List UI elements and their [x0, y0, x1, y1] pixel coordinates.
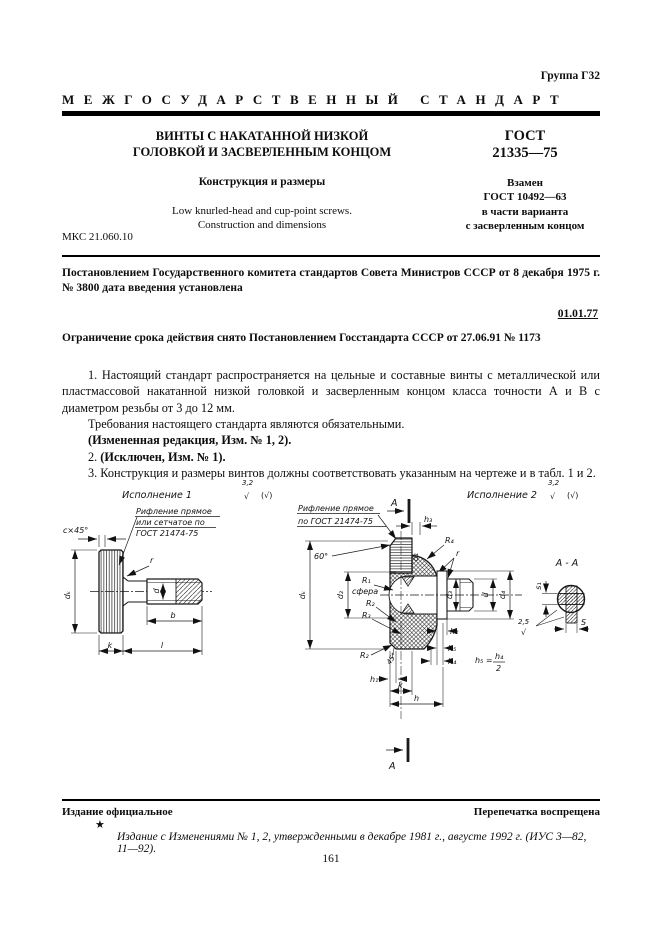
page-number: 161 — [322, 853, 340, 865]
footer-rule — [62, 799, 600, 801]
section-view-label: A - A — [555, 558, 579, 569]
formula-lhs: h₅ = — [475, 656, 493, 665]
standard-type-heading: МЕЖГОСУДАРСТВЕННЫЙ СТАНДАРТ — [62, 92, 569, 107]
roughness-check-icon-2: √ — [550, 492, 556, 501]
paragraph-3: (Измененная редакция, Изм. № 1, 2). — [88, 433, 292, 448]
replaces-line3: с засверленным концом — [465, 220, 585, 233]
dim-h3-label: h₃ — [424, 515, 433, 524]
replaces-block — [450, 176, 600, 234]
section-mark-a-bottom: A — [389, 761, 396, 772]
thread-section-hatch — [176, 579, 202, 604]
dim-r4-label: R₄ — [445, 536, 454, 545]
execution-2-title: Исполнение 2 — [467, 490, 537, 501]
formula-numerator: h₄ — [495, 652, 504, 661]
dim-d-label-2: d — [481, 592, 490, 598]
paragraph-2: Требования настоящего стандарта являются обязательными. — [88, 417, 405, 432]
official-edition-label: Издание официальное — [62, 806, 173, 818]
title-block — [102, 128, 422, 233]
roughness-value-2: 3,2 — [548, 479, 560, 487]
edition-note: Издание с Изменениями № 1, 2, утвержденными в декабре 1981 г., августе 1992 г. (ИУС 3—82, 11—92). — [117, 831, 587, 855]
dim-r2-label: R₂ — [366, 599, 375, 608]
paragraph-4-bold: (Исключен, Изм. № 1). — [100, 449, 226, 464]
dim-r-label-1: r — [150, 556, 154, 565]
dim-b-label: b — [170, 611, 176, 620]
paragraph-4-prefix: 2. — [88, 449, 101, 464]
section-cross-horizontal — [558, 594, 584, 605]
roughness-value-1: 3,2 — [242, 479, 254, 487]
dim-s-label: S — [581, 618, 587, 627]
gost-label: ГОСТ — [504, 128, 546, 144]
knurl-note2-line1: Рифление прямое — [298, 504, 374, 513]
mks-code: МКС 21.060.10 — [62, 231, 133, 243]
dim-45-label: 45° — [385, 651, 399, 667]
group-label: Группа Г32 — [540, 70, 600, 82]
dim-r3-label: R₃ — [362, 611, 371, 620]
dim-d-label-1: d — [152, 588, 161, 594]
star-icon: ★ — [95, 819, 105, 831]
knurl-note2-line2: по ГОСТ 21474-75 — [298, 517, 373, 526]
paragraph-1: 1. Настоящий стандарт распространяется на цельные и составные винты с металлической или пластмассовой накатанной низкой головкой и засверленным концом класса точности А и В с диаметром резьбы от 3 до 12 мм. — [62, 368, 600, 415]
gost-block — [450, 128, 600, 234]
dim-r1-label: R₁ — [362, 576, 371, 585]
roughness-25-check-icon: √ — [521, 628, 527, 637]
dim-r-label-2: r — [456, 549, 460, 558]
formula-denominator: 2 — [496, 664, 502, 673]
dim-h5-label: h₅ — [448, 644, 457, 653]
dim-d2-label: d₂ — [336, 590, 345, 600]
dim-h1-label: h₁ — [370, 675, 379, 684]
technical-drawings — [62, 473, 600, 795]
dim-l-label: l — [160, 641, 164, 650]
execution-1-title: Исполнение 1 — [122, 490, 192, 501]
divider-rule — [62, 255, 600, 257]
section-mark-a-top: A — [391, 498, 398, 509]
dim-dk-label-2: dₖ — [298, 590, 307, 600]
footer-row — [62, 806, 600, 818]
roughness-check-icon: √ — [244, 492, 250, 501]
title-line2: ГОЛОВКОЙ И ЗАСВЕРЛЕННЫМ КОНЦОМ — [132, 145, 392, 160]
paragraph-5: 3. Конструкция и размеры винтов должны соответствовать указанным на чертеже и в табл. 1 и 2. — [88, 466, 596, 481]
dim-c45-label: c×45° — [63, 526, 89, 535]
knurl-note-line3: ГОСТ 21474-75 — [136, 529, 199, 538]
dim-h-label: h — [414, 694, 420, 703]
limitation-paragraph: Ограничение срока действия снято Постановлением Госстандарта СССР от 27.06.91 № 1173 — [62, 332, 541, 344]
decree-paragraph: Постановлением Государственного комитета стандартов Совета Министров СССР от 8 декабря 1975 г. № 3800 дата введения установлена — [62, 267, 600, 295]
gost-number: 21335—75 — [492, 145, 558, 162]
subtitle: Конструкция и размеры — [198, 175, 326, 188]
dim-h2-label: h₂ — [450, 627, 459, 636]
drawing-execution-1 — [62, 473, 292, 795]
dim-60-label: 60° — [314, 552, 329, 561]
title-en-line2: Construction and dimensions — [197, 219, 327, 232]
effective-date: 01.01.77 — [557, 308, 598, 320]
reprint-forbidden-label: Перепечатка воспрещена — [473, 806, 600, 818]
header-rule — [62, 111, 600, 116]
roughness-25-value: 2,5 — [518, 618, 530, 626]
dim-dk-label-1: dₖ — [63, 590, 72, 600]
dim-h4-label: h₄ — [448, 657, 457, 666]
dim-d4-label: d₄ — [498, 590, 507, 600]
title-en-line1: Low knurled-head and cup-point screws. — [172, 204, 352, 217]
page-content — [62, 0, 600, 936]
knurl-note-line2: или сетчатое по — [136, 518, 205, 527]
dim-k-label-1: k — [107, 641, 113, 650]
replaces-line2: в части варианта — [481, 205, 569, 218]
roughness-paren-icon-2: (√) — [567, 491, 579, 500]
roughness-paren-icon: (√) — [261, 491, 273, 500]
dim-r2b-label: R₂ — [360, 651, 369, 660]
dim-d3-label: d₃ — [445, 590, 454, 600]
paragraph-4 — [62, 449, 600, 465]
body-text — [62, 367, 600, 481]
replaces-label: Взамен — [507, 176, 543, 189]
replaces-line1: ГОСТ 10492—63 — [483, 191, 567, 204]
drawing-execution-2 — [290, 473, 600, 795]
dim-s1-label: s₁ — [534, 582, 543, 590]
title-line1: ВИНТЫ С НАКАТАННОЙ НИЗКОЙ — [155, 129, 369, 143]
dim-k-label-2: k — [398, 681, 403, 690]
sphere-label: сфера — [352, 587, 379, 596]
knurl-note-line1: Рифление прямое — [136, 507, 212, 516]
